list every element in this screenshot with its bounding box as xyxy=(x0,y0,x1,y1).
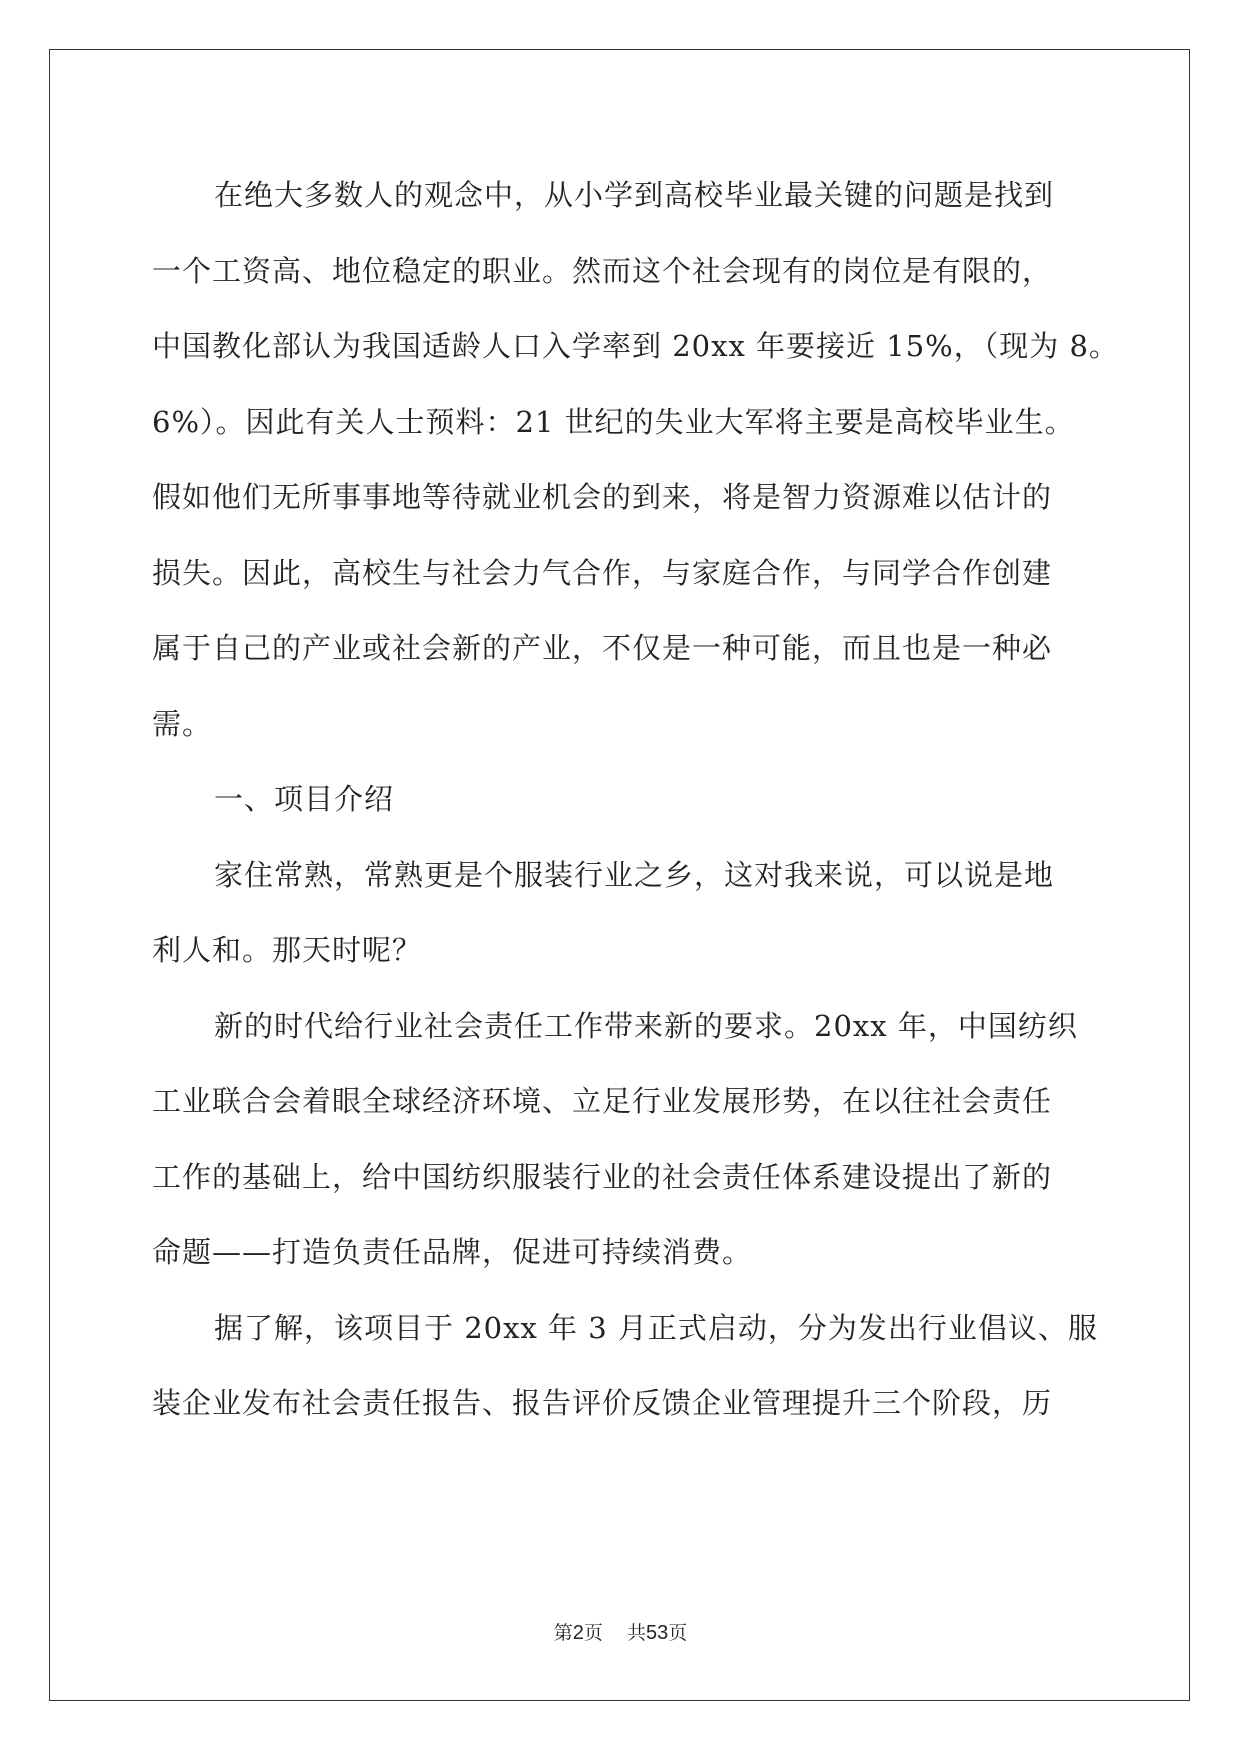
paragraph-line: 命题——打造负责任品牌，促进可持续消费。 xyxy=(152,1235,753,1269)
paragraph-line: 新的时代给行业社会责任工作带来新的要求。20xx 年，中国纺织 xyxy=(214,1008,1078,1043)
footer-total-pages: 53 xyxy=(645,1622,669,1644)
footer-page-unit: 页 xyxy=(583,1622,603,1644)
paragraph-line: 利人和。那天时呢？ xyxy=(152,933,423,967)
footer-page-prefix: 第 xyxy=(553,1622,573,1644)
paragraph-line: 需。 xyxy=(152,706,213,741)
page-footer xyxy=(0,1618,1241,1645)
paragraph-line: 中国教化部认为我国适龄人口入学率到 20xx 年要接近 15%，（现为 8。 xyxy=(152,329,1119,363)
footer-page-number: 2 xyxy=(572,1622,584,1644)
paragraph-line: 家住常熟，常熟更是个服装行业之乡，这对我来说，可以说是地 xyxy=(214,857,1055,892)
paragraph-line: 据了解，该项目于 20xx 年 3 月正式启动，分为发出行业倡议、服 xyxy=(214,1310,1098,1345)
paragraph-line: 在绝大多数人的观念中，从小学到高校毕业最关键的问题是找到 xyxy=(214,178,1055,212)
paragraph-line: 属于自己的产业或社会新的产业，不仅是一种可能，而且也是一种必 xyxy=(152,631,1053,665)
section-heading: 一、项目介绍 xyxy=(214,782,395,816)
paragraph-line: 一个工资高、地位稳定的职业。然而这个社会现有的岗位是有限的， xyxy=(152,253,1053,288)
paragraph-line: 假如他们无所事事地等待就业机会的到来，将是智力资源难以估计的 xyxy=(152,480,1053,514)
paragraph-line: 损失。因此，高校生与社会力气合作，与家庭合作，与同学合作创建 xyxy=(152,555,1053,590)
paragraph-line: 6%）。因此有关人士预料：21 世纪的失业大军将主要是高校毕业生。 xyxy=(152,404,1075,439)
document-body xyxy=(152,165,1119,1449)
paragraph-line: 工作的基础上，给中国纺织服装行业的社会责任体系建设提出了新的 xyxy=(152,1159,1053,1194)
paragraph-line: 工业联合会着眼全球经济环境、立足行业发展形势，在以往社会责任 xyxy=(152,1084,1053,1118)
footer-total-unit: 页 xyxy=(668,1622,688,1644)
footer-total-prefix: 共 xyxy=(626,1622,646,1644)
paragraph-line: 装企业发布社会责任报告、报告评价反馈企业管理提升三个阶段，历 xyxy=(152,1386,1053,1420)
